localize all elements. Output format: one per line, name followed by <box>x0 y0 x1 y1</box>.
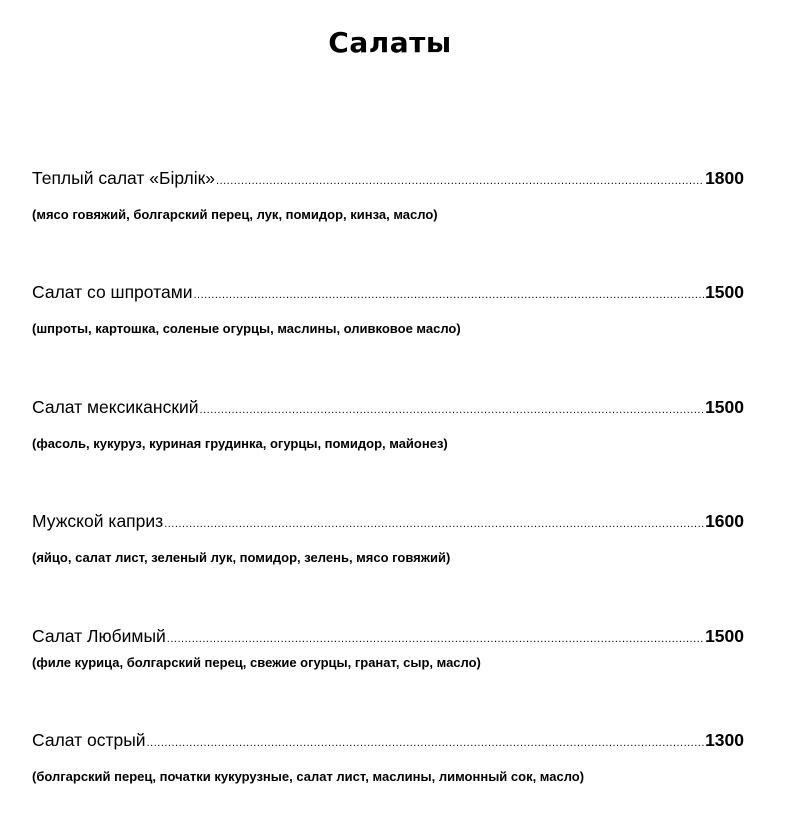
item-description: (шпроты, картошка, соленые огурцы, маслины, оливковое масло) <box>32 321 461 336</box>
dot-leader <box>200 399 705 421</box>
dot-leader <box>147 732 704 754</box>
item-line <box>32 510 744 535</box>
dot-leader <box>167 628 704 650</box>
dot-leader <box>216 170 704 192</box>
item-name: Мужской каприз <box>32 511 164 531</box>
item-line <box>32 625 744 650</box>
page-title: Салаты <box>328 26 452 59</box>
item-price: 1500 <box>705 626 744 646</box>
dot-leader <box>194 284 705 306</box>
item-price: 1500 <box>705 282 744 302</box>
item-name: Салат мексиканский <box>32 397 199 417</box>
menu-item-favorite-salad <box>32 625 744 672</box>
item-description: (фасоль, кукуруз, куриная грудинка, огурцы, помидор, майонез) <box>32 436 448 451</box>
item-description: (болгарский перец, початки кукурузные, салат лист, маслины, лимонный сок, масло) <box>32 769 585 784</box>
item-line <box>32 281 744 306</box>
menu-item-spicy-salad <box>32 729 744 786</box>
item-description: (мясо говяжий, болгарский перец, лук, помидор, кинза, масло) <box>32 207 438 222</box>
menu-item-warm-salad <box>32 167 744 224</box>
item-price: 1300 <box>705 730 744 750</box>
menu-item-mexican-salad <box>32 396 744 453</box>
item-description: (яйцо, салат лист, зеленый лук, помидор, зелень, мясо говяжий) <box>32 550 451 565</box>
item-line <box>32 396 744 421</box>
item-line <box>32 729 744 754</box>
item-name: Теплый салат «Бірлік» <box>32 168 215 188</box>
item-description: (филе курица, болгарский перец, свежие огурцы, гранат, сыр, масло) <box>32 655 481 670</box>
dot-leader <box>164 513 704 535</box>
item-price: 1800 <box>705 168 744 188</box>
item-line <box>32 167 744 192</box>
item-price: 1500 <box>705 397 744 417</box>
item-name: Салат острый <box>32 730 146 750</box>
item-name: Салат Любимый <box>32 626 166 646</box>
item-name: Салат со шпротами <box>32 282 193 302</box>
item-price: 1600 <box>705 511 744 531</box>
menu-item-sprat-salad <box>32 281 744 338</box>
menu-item-mens-caprice <box>32 510 744 567</box>
